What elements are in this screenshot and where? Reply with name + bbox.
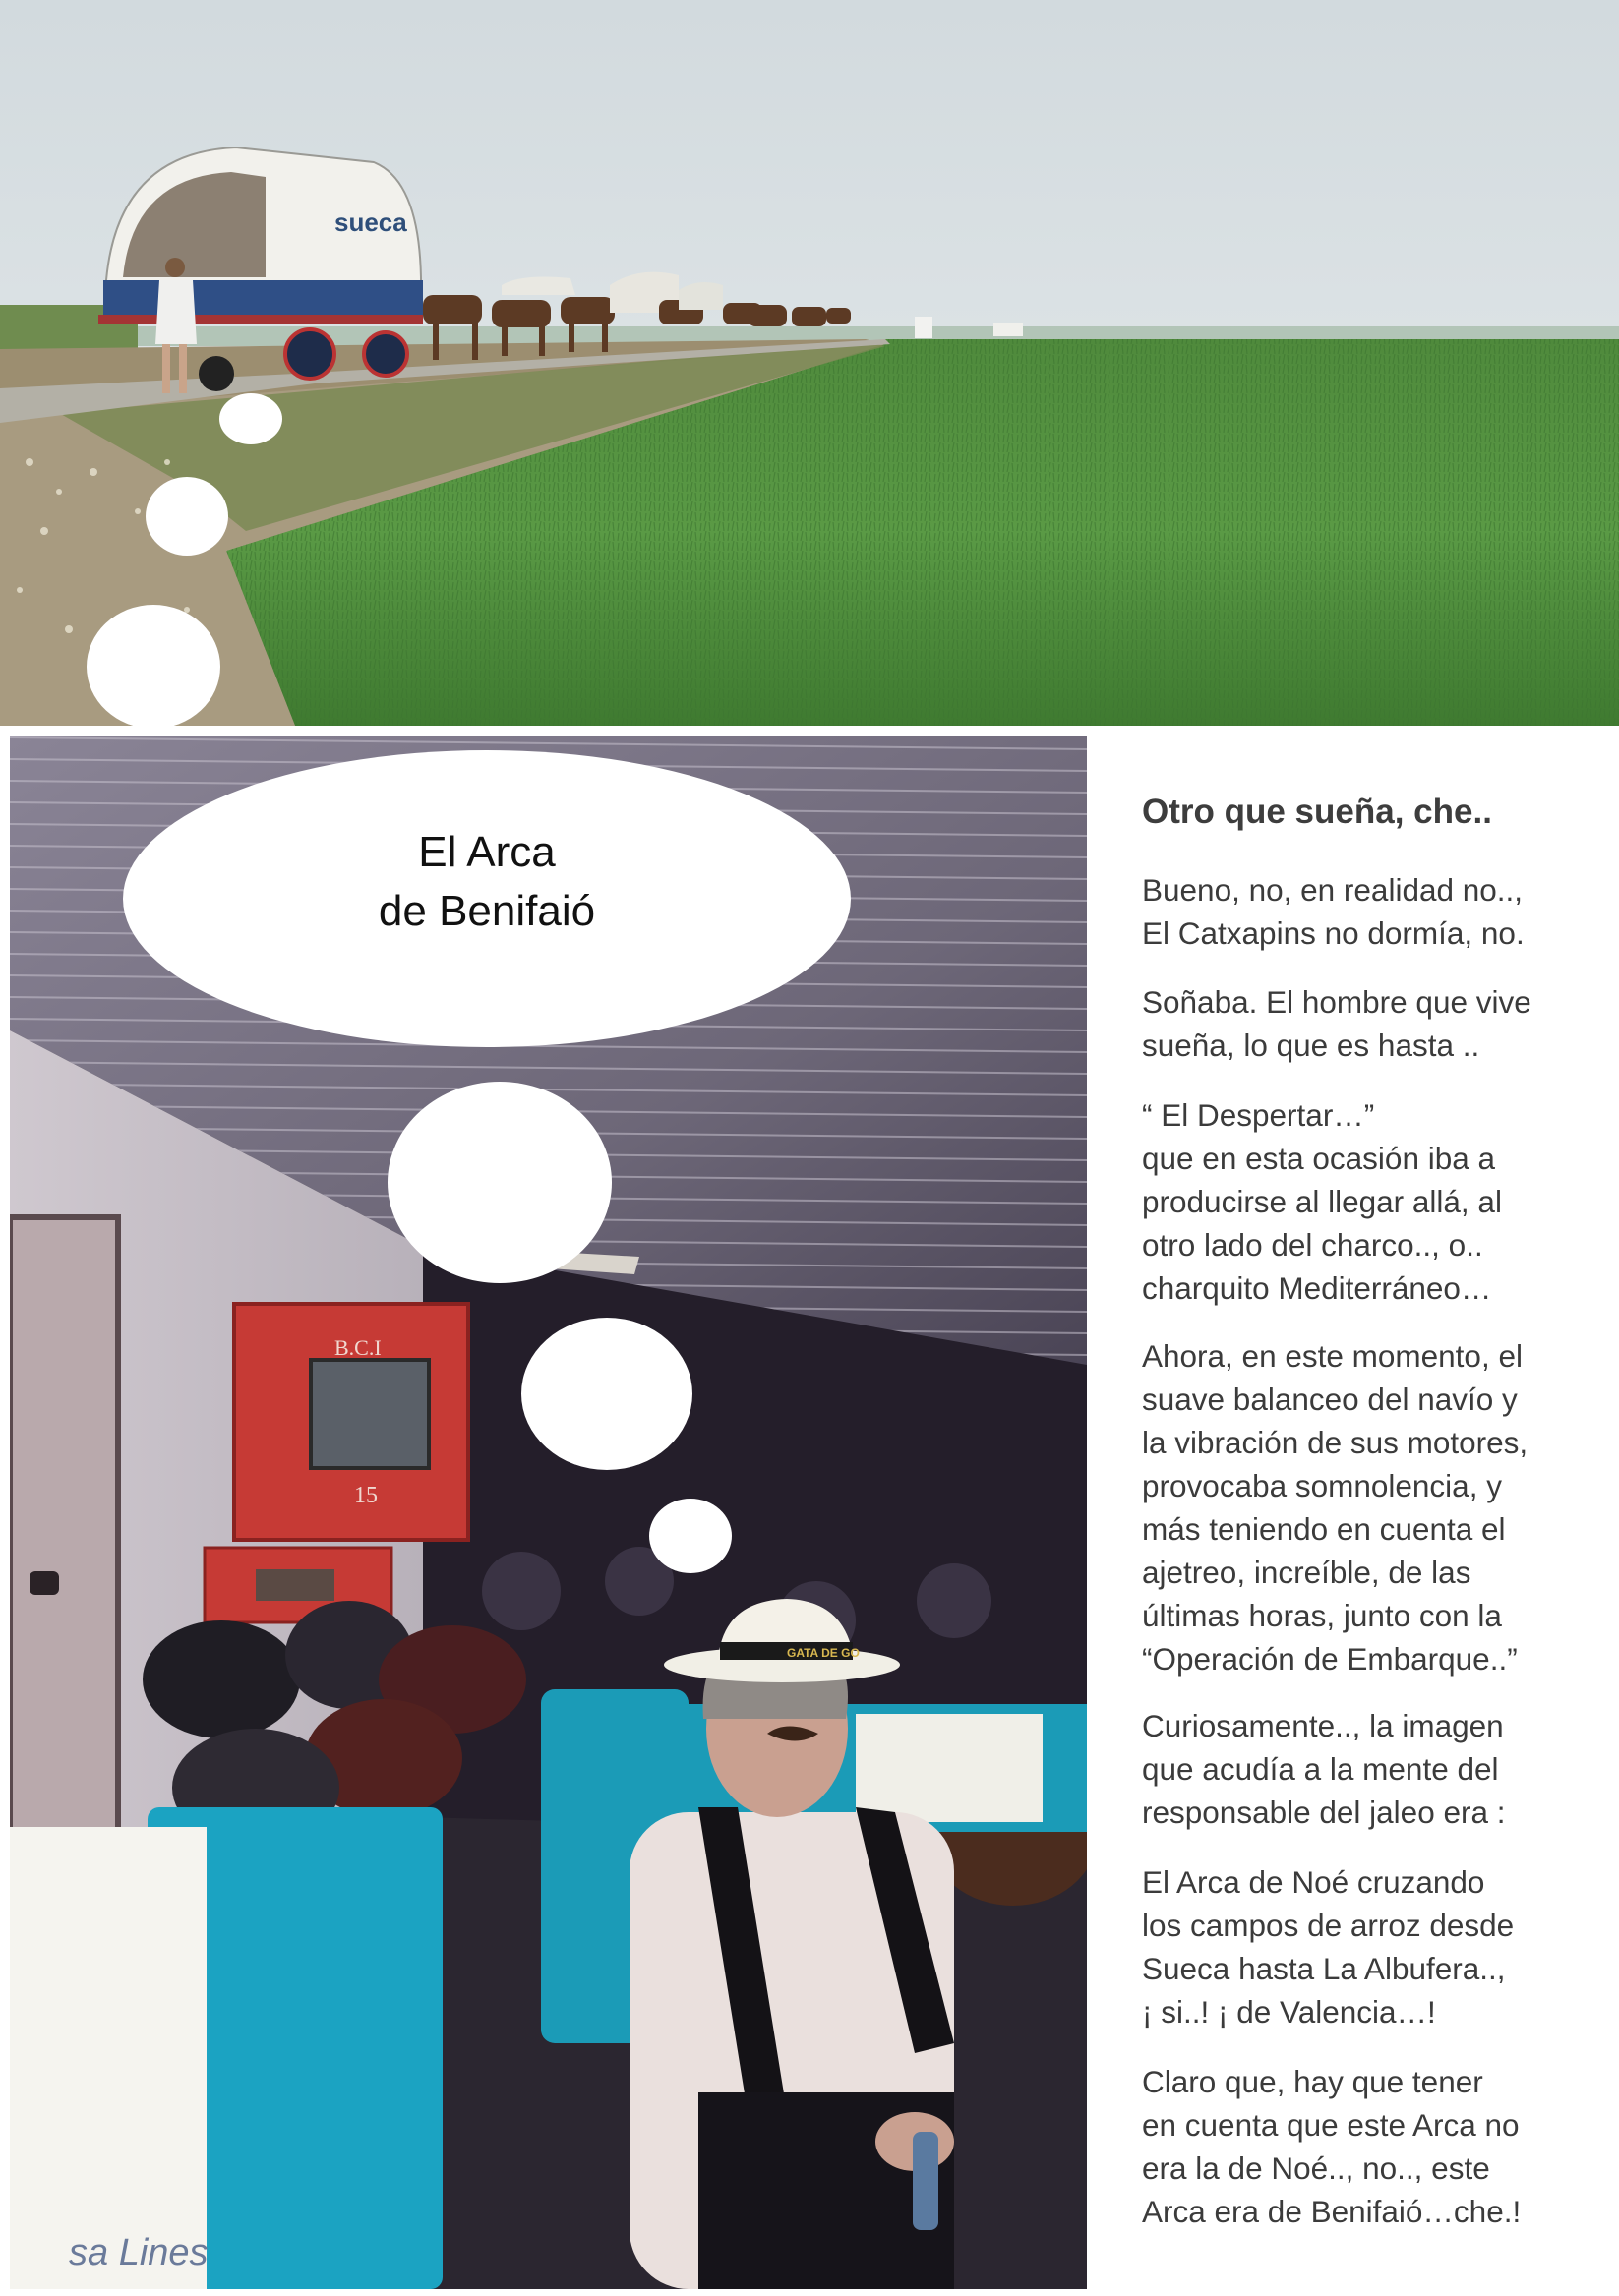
thought-bubble-ferry-medium bbox=[521, 1318, 692, 1470]
story-line: Bueno, no, en realidad no.., bbox=[1142, 872, 1524, 908]
wagon-canvas-text: sueca bbox=[334, 207, 407, 237]
story-line: charquito Mediterráneo… bbox=[1142, 1270, 1492, 1306]
story-line: la vibración de sus motores, bbox=[1142, 1425, 1529, 1460]
story-line: provocaba somnolencia, y bbox=[1142, 1468, 1502, 1503]
story-paragraph-1 bbox=[1142, 868, 1604, 955]
thought-bubble-text bbox=[379, 823, 595, 941]
story-line: “Operación de Embarque..” bbox=[1142, 1641, 1518, 1677]
story-paragraph-2 bbox=[1142, 980, 1604, 1067]
cabinet-number: 15 bbox=[354, 1483, 378, 1508]
thought-bubble-medium bbox=[146, 477, 228, 556]
rice-field-wagons-photo bbox=[0, 0, 1619, 726]
thought-bubble-main bbox=[123, 750, 851, 1047]
story-line: que acudía a la mente del bbox=[1142, 1751, 1499, 1787]
story-line: El Arca de Noé cruzando bbox=[1142, 1864, 1485, 1900]
story-line: El Catxapins no dormía, no. bbox=[1142, 915, 1525, 951]
story-line: Sueca hasta La Albufera.., bbox=[1142, 1951, 1506, 1986]
story-line: Ahora, en este momento, el bbox=[1142, 1338, 1523, 1374]
story-line: producirse al llegar allá, al bbox=[1142, 1184, 1502, 1219]
story-title: Otro que sueña, che.. bbox=[1142, 793, 1492, 831]
story-line: era la de Noé.., no.., este bbox=[1142, 2150, 1490, 2186]
story-paragraph-3 bbox=[1142, 1093, 1604, 1310]
thought-bubble-ferry-small bbox=[649, 1499, 732, 1573]
hat-band-text: GATA DE GO bbox=[787, 1646, 860, 1660]
story-line: suave balanceo del navío y bbox=[1142, 1382, 1518, 1417]
story-line: Soñaba. El hombre que vive bbox=[1142, 984, 1531, 1020]
story-line: responsable del jaleo era : bbox=[1142, 1795, 1506, 1830]
story-paragraph-4 bbox=[1142, 1334, 1604, 1680]
thought-bubble-large bbox=[87, 605, 220, 729]
story-paragraph-7 bbox=[1142, 2060, 1604, 2233]
story-line: ¡ si..! ¡ de Valencia…! bbox=[1142, 1994, 1436, 2030]
story-line: en cuenta que este Arca no bbox=[1142, 2107, 1520, 2143]
story-line: Curiosamente.., la imagen bbox=[1142, 1708, 1504, 1743]
thought-bubble-line-2: de Benifaió bbox=[378, 887, 596, 935]
story-line: otro lado del charco.., o.. bbox=[1142, 1227, 1483, 1263]
story-paragraph-6 bbox=[1142, 1860, 1604, 2033]
story-line: Arca era de Benifaió…che.! bbox=[1142, 2194, 1522, 2229]
story-paragraph-5 bbox=[1142, 1704, 1604, 1834]
story-line: sueña, lo que es hasta .. bbox=[1142, 1028, 1480, 1063]
cabinet-label: B.C.I bbox=[334, 1335, 382, 1360]
thought-bubble-line-1: El Arca bbox=[418, 828, 556, 876]
corner-logo-text: sa Lines bbox=[69, 2232, 209, 2273]
story-line: “ El Despertar…” bbox=[1142, 1097, 1375, 1133]
thought-bubble-small bbox=[219, 393, 282, 444]
story-text-column bbox=[1088, 728, 1619, 2296]
story-line: ajetreo, increíble, de las bbox=[1142, 1555, 1471, 1590]
story-line: más teniendo en cuenta el bbox=[1142, 1511, 1506, 1547]
story-line: Claro que, hay que tener bbox=[1142, 2064, 1483, 2099]
story-line: los campos de arroz desde bbox=[1142, 1908, 1515, 1943]
thought-bubble-ferry-large bbox=[388, 1082, 612, 1283]
story-line: últimas horas, junto con la bbox=[1142, 1598, 1502, 1633]
story-line: que en esta ocasión iba a bbox=[1142, 1141, 1496, 1176]
